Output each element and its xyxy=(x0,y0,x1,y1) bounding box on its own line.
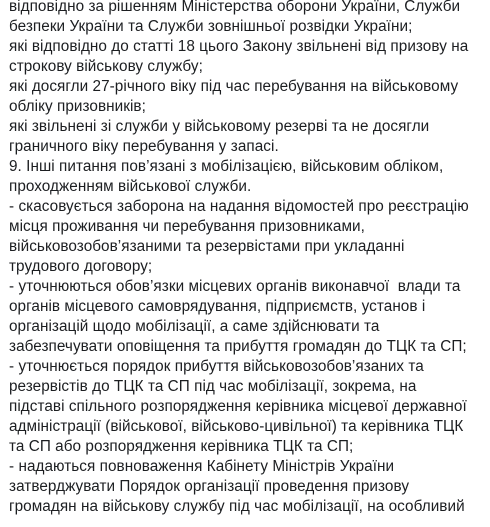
text-line: затверджувати Порядок організації проведення призову xyxy=(9,478,410,495)
text-line: відповідно за рішенням Міністерства оборони України, Служби xyxy=(9,0,461,15)
section-heading-line: проходженням військової служби. xyxy=(9,178,252,195)
text-line: громадян на військову службу під час мобілізації, на особливий xyxy=(9,498,465,515)
text-line: підставі спільного розпорядження керівника місцевої державної xyxy=(9,398,467,415)
text-line: граничного віку перебування у запасі. xyxy=(9,138,279,155)
text-line: безпеки України та Служби зовнішньої розвідки України; xyxy=(9,18,413,35)
section-heading-line: 9. Інші питання пов’язані з мобілізацією, військовим обліком, xyxy=(9,158,444,175)
text-line: які досягли 27-річного віку під час перебування на військовому xyxy=(9,78,459,95)
text-line: - надаються повноваження Кабінету Міністрів України xyxy=(9,458,395,475)
post-body-text xyxy=(9,0,487,517)
text-line: трудового договору; xyxy=(9,258,153,275)
text-line: органів місцевого самоврядування, підприємств, установ і xyxy=(9,298,426,315)
text-line: забезпечувати оповіщення та прибуття громадян до ТЦК та СП; xyxy=(9,338,467,355)
text-line: - уточнюються обов’язки місцевих органів виконавчої влади та xyxy=(9,278,461,295)
text-line: військовозобов’язаними та резервістами при укладанні xyxy=(9,238,405,255)
text-line: які звільнені зі служби у військовому резерві та не досягли xyxy=(9,118,430,135)
text-line: організацій щодо мобілізації, а саме здійснювати та xyxy=(9,318,380,335)
text-line: - скасовується заборона на надання відомостей про реєстрацію xyxy=(9,198,469,215)
text-line: адміністрації (військової, військово-цивільної) та керівника ТЦК xyxy=(9,418,464,435)
text-line: місця проживання чи перебування призовниками, xyxy=(9,218,365,235)
text-line: які відповідно до статті 18 цього Закону звільнені від призову на xyxy=(9,38,469,55)
text-line: - уточнюється порядок прибуття військовозобов’язаних та xyxy=(9,358,424,375)
text-line: резервістів до ТЦК та СП під час мобілізації, зокрема, на xyxy=(9,378,417,395)
text-line: та СП або розпорядження керівника ТЦК та СП; xyxy=(9,438,354,455)
text-line: строкову військову службу; xyxy=(9,58,203,75)
text-line: обліку призовників; xyxy=(9,98,146,115)
